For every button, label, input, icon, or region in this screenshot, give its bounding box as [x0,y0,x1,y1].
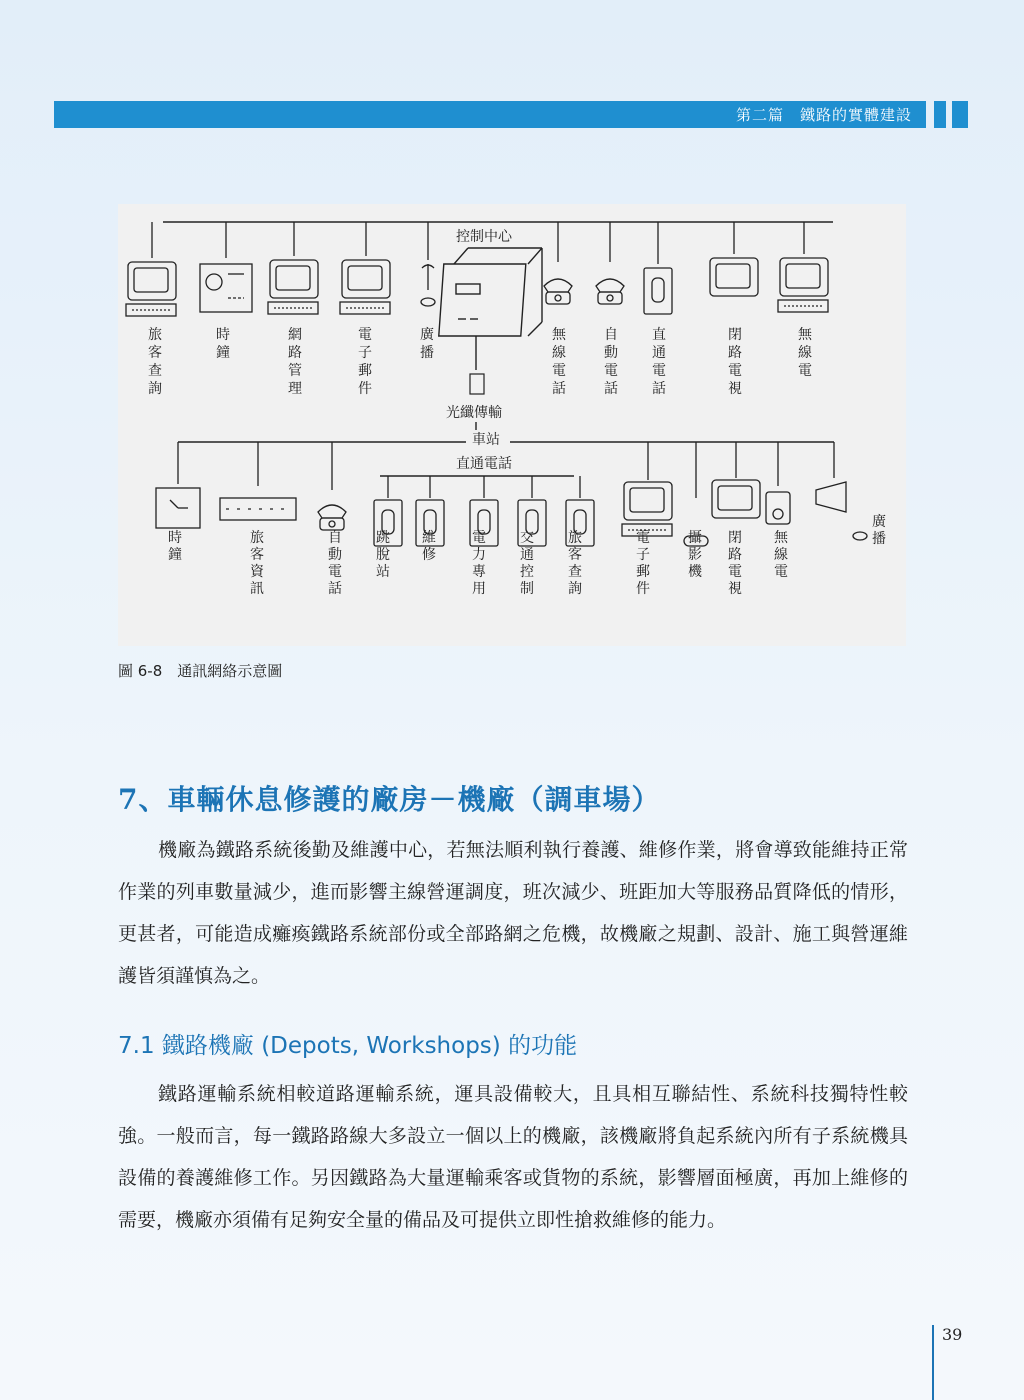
bottom-node [318,442,346,597]
station-phone-label: 直通電話 [456,456,512,472]
top-node [644,222,672,397]
fiber-label: 光纖傳輸 [446,405,502,421]
station-label: 車站 [472,432,500,448]
bottom-node [712,442,760,597]
telephone-icon [596,279,624,304]
bottom-node [816,442,887,547]
diagram-label: 直通電話 [652,327,666,397]
control-center-label: 控制中心 [456,229,512,245]
computer-terminal-icon [340,260,390,314]
subsection-title: 7.1 鐵路機廠 (Depots, Workshops) 的功能 [118,1033,578,1059]
diagram-label: 時鐘 [168,530,182,563]
computer-terminal-icon [778,258,828,312]
diagram-label: 旅客查詢 [148,327,162,397]
figure-caption: 圖 6-8 通訊網絡示意圖 [118,662,283,680]
bottom-node [470,476,498,597]
page-number: 39 [942,1325,963,1344]
diagram-label: 網路管理 [288,327,302,397]
top-node [544,222,572,397]
diagram-label: 電力專用 [472,530,486,597]
diagram-label: 跳脫站 [376,530,390,580]
microphone-icon [421,264,435,306]
top-node [126,222,176,397]
diagram-label: 時鐘 [216,327,230,361]
diagram-label: 電子郵件 [636,530,650,597]
diagram-label: 閉路電視 [728,327,742,397]
top-node [778,222,828,379]
diagram-label: 交通控制 [520,530,534,597]
diagram-label: 閉路電視 [728,530,742,597]
bottom-node [416,476,444,563]
diagram-label: 維修 [422,530,436,563]
monitor-icon [712,480,760,518]
diagram-label: 自動電話 [604,327,618,397]
header-block [952,101,968,128]
top-node [200,222,252,361]
telephone-icon [318,505,346,530]
telephone-icon [544,279,572,304]
speaker-icon [816,482,867,540]
computer-terminal-icon [126,262,176,316]
bottom-node [220,442,296,597]
bottom-node [518,476,546,597]
diagram-label: 自動電話 [328,530,342,597]
footer-line [932,1325,934,1400]
diagram-label: 廣播 [420,327,434,361]
bottom-node [766,442,790,580]
clock-icon [156,488,200,528]
radio-icon [766,492,790,524]
computer-terminal-icon [622,482,672,536]
top-node [710,222,758,397]
diagram-label: 無線電 [798,327,812,379]
top-node [596,222,624,397]
header-bar [54,101,926,128]
bottom-node [684,442,708,580]
fiber-connector-icon [470,374,484,394]
top-node [268,222,318,397]
diagram-label: 攝影機 [688,530,702,580]
central-server-icon [439,248,542,336]
clock-panel-icon [200,264,252,312]
diagram-label: 電子郵件 [358,327,372,397]
bottom-node [566,476,594,597]
phone-box-icon [644,268,672,314]
top-node [340,222,390,397]
bottom-node [622,442,672,597]
header-title: 第二篇 鐵路的實體建設 [735,106,912,124]
network-diagram [118,204,906,646]
diagram-label: 無線電話 [552,327,566,397]
diagram-label: 廣播 [872,514,886,547]
monitor-icon [710,258,758,296]
top-node [420,222,435,361]
bottom-node [374,476,402,580]
paragraph-1: 機廠為鐵路系統後勤及維護中心，若無法順利執行養護、維修作業，將會導致能維持正常作業的列車數量減少，進而影響主線營運調度，班次減少、班距加大等服務品質降低的情形，更甚者，可能造成癱瘓鐵路系統部份或全部路網之危機，故機廠之規劃、設計、施工與營運維護皆須謹慎為之。 [118,839,908,987]
diagram-label: 無線電 [774,530,788,580]
bottom-node [156,442,200,563]
diagram-label: 旅客查詢 [568,530,582,597]
diagram-label: 旅客資訊 [250,530,264,597]
header-block [934,101,946,128]
computer-terminal-icon [268,260,318,314]
paragraph-2: 鐵路運輸系統相較道路運輸系統，運具設備較大，且具相互聯結性、系統科技獨特性較強。一般而言，每一鐵路路線大多設立一個以上的機廠，該機廠將負起系統內所有子系統機具設備的養護維修工作。另因鐵路為大量運輸乘客或貨物的系統，影響層面極廣，再加上維修的需要，機廠亦須備有足夠安全量的備品及可提供立即性搶救維修的能力。 [118,1083,908,1231]
display-board-icon [220,498,296,520]
section-title: 7、車輛休息修護的廠房－機廠（調車場） [118,783,661,816]
